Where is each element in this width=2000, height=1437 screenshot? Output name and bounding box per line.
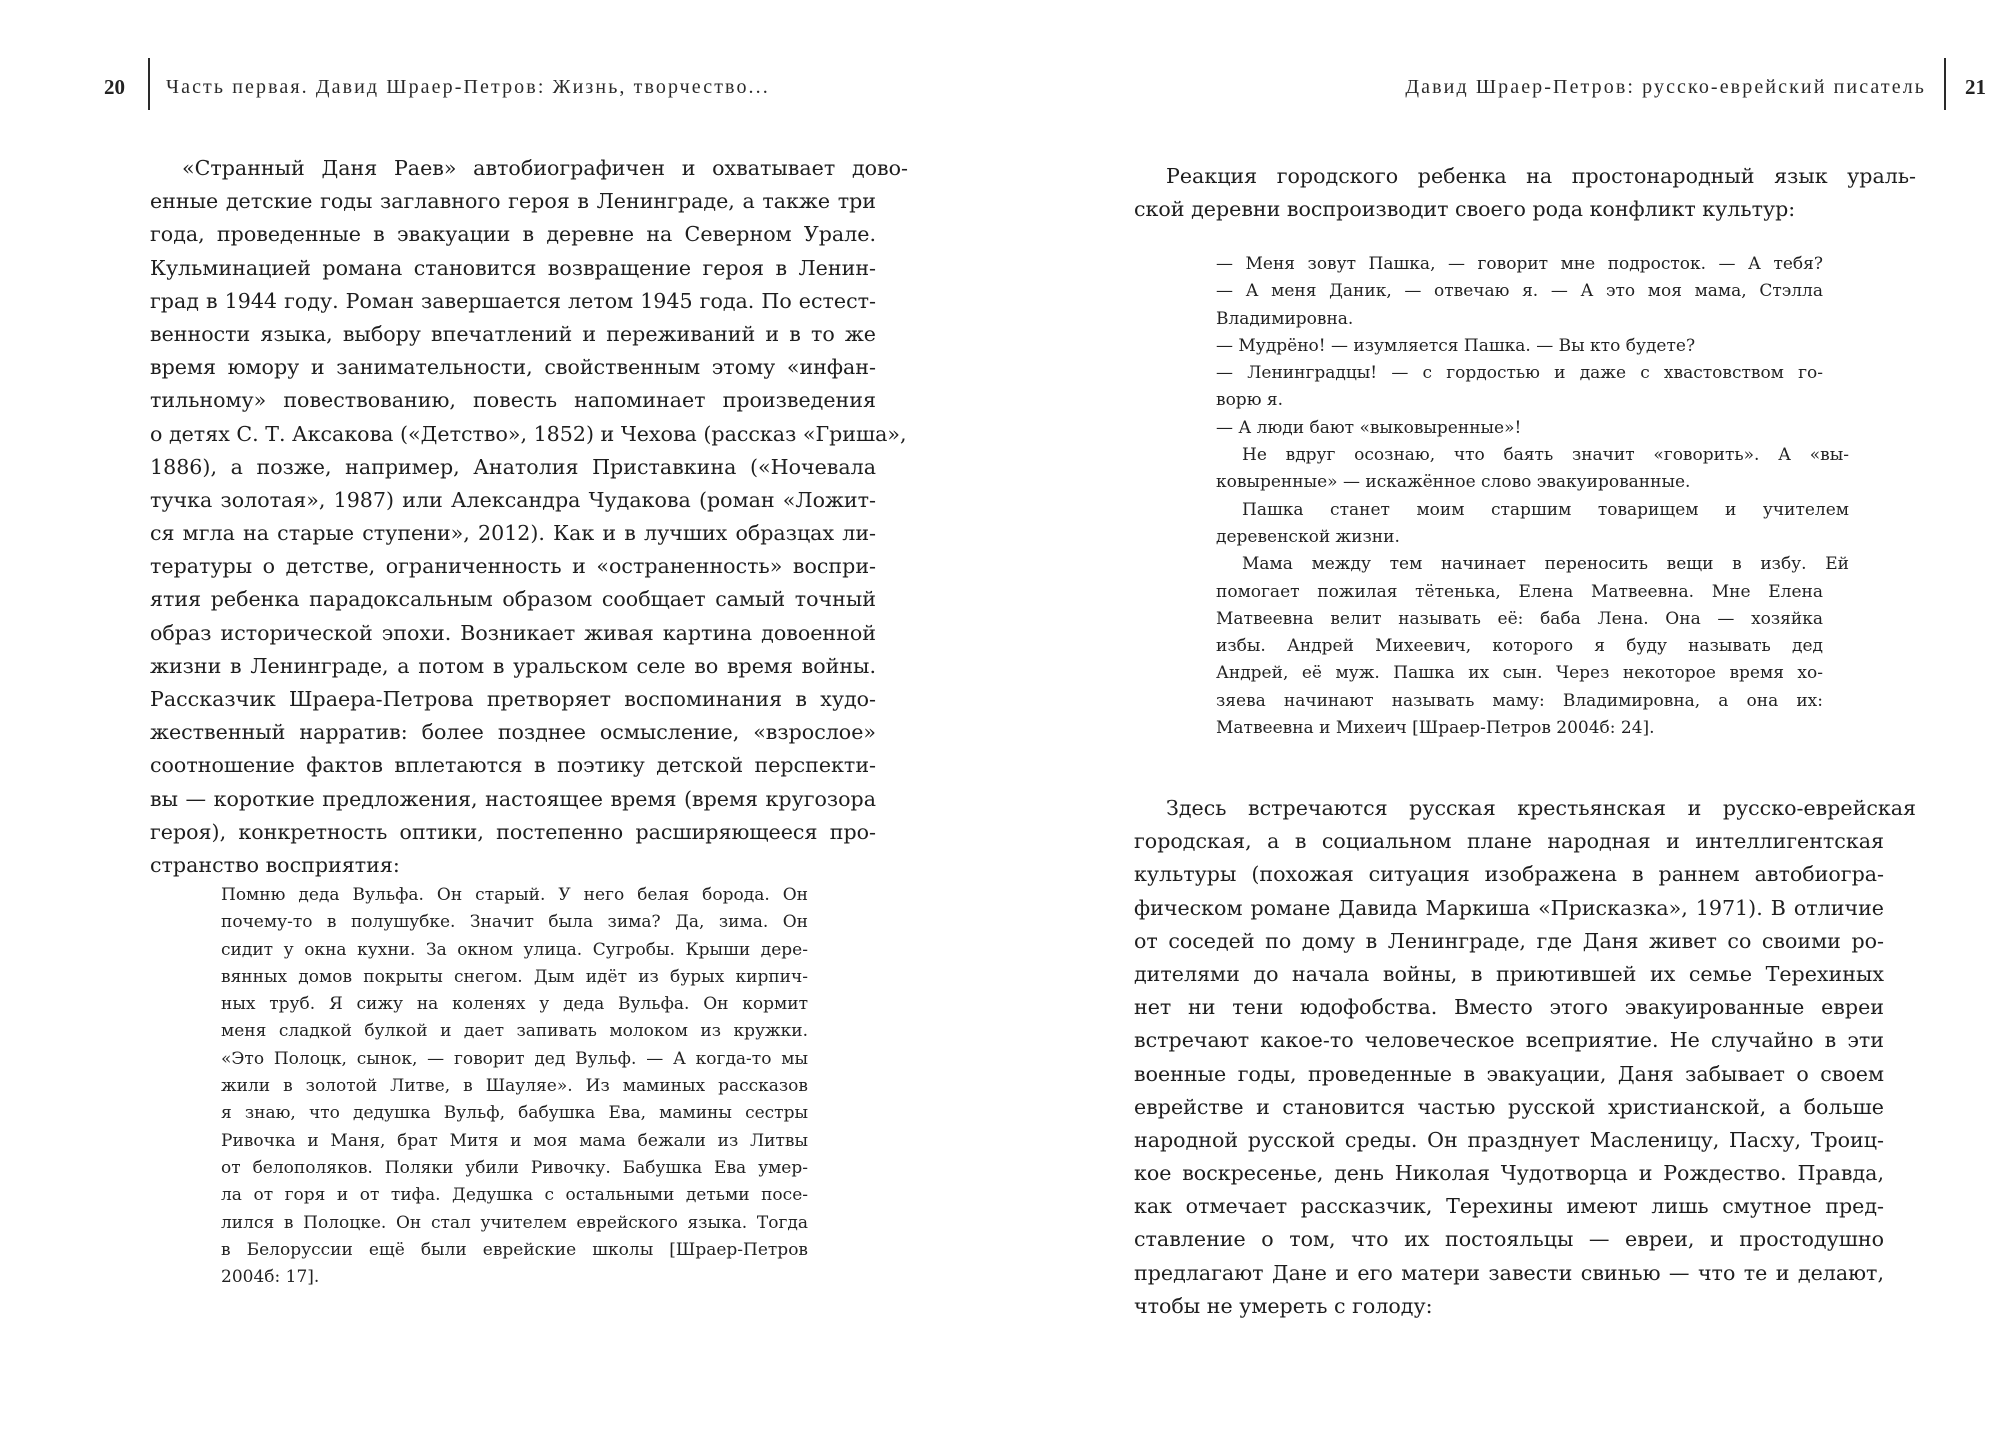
text-line: венности языка, выбору впечатлений и переживаний и в то же bbox=[150, 321, 876, 346]
right-page-header bbox=[1136, 72, 1986, 112]
text-line: городская, а в социальном плане народная и интеллигентская bbox=[1134, 829, 1884, 854]
page-number: 21 bbox=[1965, 75, 1986, 99]
text-line: время юмору и занимательности, свойственным этому «инфан- bbox=[150, 355, 876, 380]
text-line: тературы о детстве, ограниченность и «остраненность» воспри- bbox=[150, 554, 876, 579]
body-paragraph bbox=[1134, 792, 1916, 1323]
left-page-header bbox=[104, 72, 904, 112]
quote-line: помогает пожилая тётенька, Елена Матвеевна. Мне Елена bbox=[1216, 581, 1823, 602]
quote-line: почему-то в полушубке. Значит была зима? Да, зима. Он bbox=[221, 912, 808, 933]
text-line: дителями до начала войны, в приютившей их семье Терехиных bbox=[1134, 961, 1884, 986]
quote-line: — А меня Даник, — отвечаю я. — А это моя мама, Стэлла bbox=[1216, 281, 1823, 302]
text-line: героя), конкретность оптики, постепенно расширяющееся про- bbox=[150, 819, 876, 844]
quote-line: от белополяков. Поляки убили Ривочку. Бабушка Ева умер- bbox=[221, 1157, 808, 1178]
quote-line: избы. Андрей Михеевич, которого я буду называть дед bbox=[1216, 636, 1823, 657]
text-line: года, проведенные в эвакуации в деревне на Северном Урале. bbox=[150, 222, 876, 247]
quote-line: жили в золотой Литве, в Шауляе». Из маминых рассказов bbox=[221, 1076, 808, 1097]
quote-line: Андрей, её муж. Пашка их сын. Через некоторое время хо- bbox=[1216, 663, 1823, 684]
text-line: предлагают Дане и его матери завести свинью — что те и делают, bbox=[1134, 1260, 1884, 1285]
quote-line: в Белоруссии ещё были еврейские школы [Шраер-Петров bbox=[221, 1239, 808, 1260]
body-paragraph bbox=[150, 152, 908, 882]
text-line: о детях С. Т. Аксакова («Детство», 1852) и Чехова (рассказ «Гриша», bbox=[150, 421, 907, 446]
quote-line: — Мудрёно! — изумляется Пашка. — Вы кто будете? bbox=[1216, 335, 1696, 356]
quote-line: Мама между тем начинает переносить вещи в избу. Ей bbox=[1242, 554, 1849, 575]
quote-line: ковыренные» — искажённое слово эвакуированные. bbox=[1216, 472, 1691, 493]
quote-line: — Ленинградцы! — с гордостью и даже с хвастовством го- bbox=[1216, 363, 1823, 384]
header-divider bbox=[1944, 58, 1946, 110]
quote-line: вянных домов покрыты снегом. Дым идёт из бурых кирпич- bbox=[221, 966, 808, 987]
text-line: енные детские годы заглавного героя в Ленинграде, а также три bbox=[150, 189, 876, 214]
text-line: встречают какое-то человеческое всеприятие. Не случайно в эти bbox=[1134, 1028, 1884, 1053]
text-line: 1886), а позже, например, Анатолия Приставкина («Ночевала bbox=[150, 454, 876, 479]
quote-line: Матвеевна и Михеич [Шраер-Петров 2004б: 24]. bbox=[1216, 718, 1655, 739]
text-line: культуры (похожая ситуация изображена в раннем автобиогра- bbox=[1134, 862, 1884, 887]
page-number: 20 bbox=[104, 75, 125, 99]
quote-line: Не вдруг осознаю, что баять значит «говорить». А «вы- bbox=[1242, 445, 1849, 466]
block-quote bbox=[1216, 251, 1849, 742]
text-line: тучка золотая», 1987) или Александра Чудакова (роман «Ложит- bbox=[150, 487, 876, 512]
running-head: Давид Шраер-Петров: русско-еврейский писатель bbox=[1405, 76, 1926, 98]
quote-line: ных труб. Я сижу на коленях у деда Вульфа. Он кормит bbox=[221, 994, 808, 1015]
quote-line: я знаю, что дедушка Вульф, бабушка Ева, мамины сестры bbox=[221, 1103, 808, 1124]
quote-line: — А люди бают «выковыренные»! bbox=[1216, 417, 1522, 438]
quote-line: Владимировна. bbox=[1216, 308, 1354, 329]
quote-line: «Это Полоцк, сынок, — говорит дед Вульф. — А когда-то мы bbox=[221, 1048, 808, 1069]
quote-line: лился в Полоцке. Он стал учителем еврейского языка. Тогда bbox=[221, 1212, 808, 1233]
quote-line: Помню деда Вульфа. Он старый. У него белая борода. Он bbox=[221, 885, 808, 905]
text-line: ской деревни воспроизводит своего рода конфликт культур: bbox=[1134, 197, 1796, 222]
text-line: фическом романе Давида Маркиша «Присказка», 1971). В отличие bbox=[1134, 895, 1884, 920]
text-line: Здесь встречаются русская крестьянская и русско-еврейская bbox=[1166, 796, 1916, 820]
text-line: странство восприятия: bbox=[150, 852, 400, 877]
text-line: Рассказчик Шраера-Петрова претворяет воспоминания в худо- bbox=[150, 687, 876, 711]
quote-line: — Меня зовут Пашка, — говорит мне подросток. — А тебя? bbox=[1216, 254, 1823, 274]
quote-line: Пашка станет моим старшим товарищем и учителем bbox=[1242, 499, 1849, 520]
quote-line: ворю я. bbox=[1216, 390, 1284, 411]
quote-line: Матвеевна велит называть её: баба Лена. Она — хозяйка bbox=[1216, 608, 1823, 629]
text-line: как отмечает рассказчик, Терехины имеют лишь смутное пред- bbox=[1134, 1194, 1884, 1219]
text-line: народной русской среды. Он празднует Масленицу, Пасху, Троиц- bbox=[1134, 1127, 1884, 1152]
text-line: град в 1944 году. Роман завершается летом 1945 года. По естест- bbox=[150, 288, 876, 313]
text-line: еврействе и становится частью русской христианской, а больше bbox=[1134, 1094, 1884, 1119]
text-line: жизни в Ленинграде, а потом в уральском селе во время войны. bbox=[150, 653, 876, 678]
quote-line: 2004б: 17]. bbox=[221, 1267, 320, 1288]
quote-line: меня сладкой булкой и дает запивать молоком из кружки. bbox=[221, 1021, 808, 1042]
running-head: Часть первая. Давид Шраер-Петров: Жизнь, творчество... bbox=[166, 76, 770, 98]
text-line: кое воскресенье, день Николая Чудотворца и Рождество. Правда, bbox=[1134, 1161, 1884, 1186]
text-line: от соседей по дому в Ленинграде, где Даня живет со своими ро- bbox=[1134, 928, 1884, 953]
text-line: образ исторической эпохи. Возникает живая картина довоенной bbox=[150, 620, 876, 645]
text-line: «Странный Даня Раев» автобиографичен и охватывает дово- bbox=[182, 156, 908, 180]
text-line: тильному» повествованию, повесть напоминает произведения bbox=[150, 388, 876, 413]
block-quote bbox=[221, 882, 808, 1291]
quote-line: ла от горя и от тифа. Дедушка с остальными детьми посе- bbox=[221, 1185, 808, 1206]
text-line: военные годы, проведенные в эвакуации, Даня забывает о своем bbox=[1134, 1061, 1884, 1086]
text-line: жественный нарратив: более позднее осмысление, «взрослое» bbox=[150, 720, 876, 745]
text-line: ся мгла на старые ступени», 2012). Как и в лучших образцах ли- bbox=[150, 521, 876, 546]
text-line: нет ни тени юдофобства. Вместо этого эвакуированные евреи bbox=[1134, 995, 1884, 1020]
quote-line: зяева начинают называть маму: Владимировна, а она их: bbox=[1216, 690, 1823, 711]
text-line: соотношение фактов вплетаются в поэтику детской перспекти- bbox=[150, 753, 876, 778]
text-line: Кульминацией романа становится возвращение героя в Ленин- bbox=[150, 255, 876, 280]
right-page bbox=[1000, 0, 2000, 1437]
quote-line: деревенской жизни. bbox=[1216, 526, 1400, 547]
text-line: Реакция городского ребенка на простонародный язык ураль- bbox=[1166, 164, 1916, 188]
intro-paragraph bbox=[1134, 160, 1916, 226]
text-line: чтобы не умереть с голоду: bbox=[1134, 1293, 1433, 1318]
text-line: ставление о том, что их постояльцы — евреи, и простодушно bbox=[1134, 1227, 1884, 1252]
header-divider bbox=[148, 58, 150, 110]
text-line: вы — короткие предложения, настоящее время (время кругозора bbox=[150, 786, 876, 811]
quote-line: Ривочка и Маня, брат Митя и моя мама бежали из Литвы bbox=[221, 1130, 808, 1151]
text-line: ятия ребенка парадоксальным образом сообщает самый точный bbox=[150, 587, 876, 612]
quote-line: сидит у окна кухни. За окном улица. Сугробы. Крыши дере- bbox=[221, 939, 808, 960]
